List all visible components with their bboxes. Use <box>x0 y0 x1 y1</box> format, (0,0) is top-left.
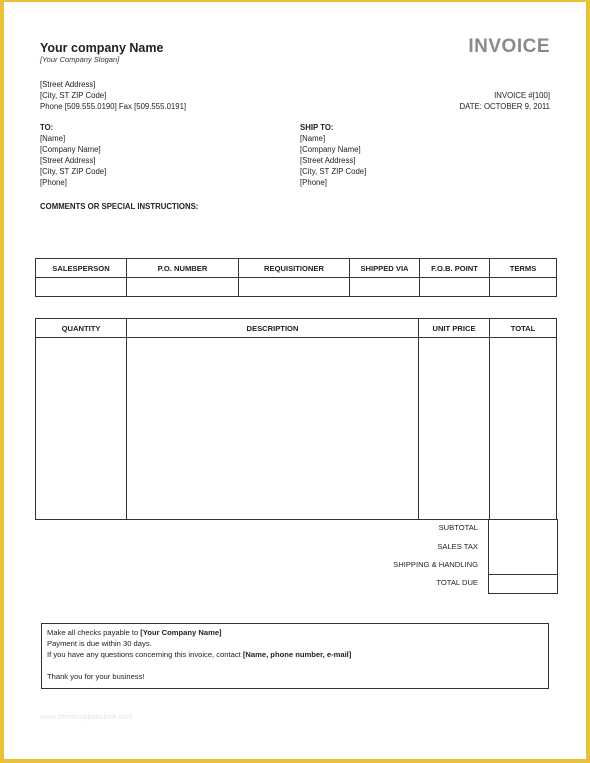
bill-to-line: [Name] <box>40 134 66 143</box>
watermark: www.freetemplatesfree.com <box>40 712 133 721</box>
company-city: [City, ST ZIP Code] <box>40 91 107 100</box>
subtotal-label: SUBTOTAL <box>438 523 478 532</box>
questions-line <box>47 649 543 660</box>
quantity-column[interactable] <box>36 338 127 520</box>
ship-to-block <box>300 122 366 188</box>
bill-to-line: [Street Address] <box>40 156 96 165</box>
ship-to-line: [Company Name] <box>300 145 361 154</box>
order-info-row <box>36 278 557 297</box>
unit-price-column[interactable] <box>419 338 490 520</box>
invoice-date: DATE: OCTOBER 9, 2011 <box>459 102 550 111</box>
shipped-via-cell[interactable] <box>350 278 420 297</box>
fob-point-cell[interactable] <box>420 278 490 297</box>
ship-to-line: [Street Address] <box>300 156 356 165</box>
company-phone-fax: Phone [509.555.0190] Fax [509.555.0191] <box>40 102 187 111</box>
bill-to-label: TO: <box>40 123 54 132</box>
checks-payable-text: Make all checks payable to <box>47 628 141 637</box>
requisitioner-header: REQUISITIONER <box>239 259 350 278</box>
order-info-header-row <box>36 259 557 278</box>
total-due-label: TOTAL DUE <box>436 578 478 587</box>
requisitioner-cell[interactable] <box>239 278 350 297</box>
company-address <box>40 79 186 112</box>
footer-notes <box>41 623 549 689</box>
company-slogan: [Your Company Slogan] <box>40 55 120 64</box>
thank-you: Thank you for your business! <box>47 672 145 681</box>
comments-label: COMMENTS OR SPECIAL INSTRUCTIONS: <box>40 202 199 211</box>
ship-to-label: SHIP TO: <box>300 123 334 132</box>
invoice-title: INVOICE <box>468 36 550 57</box>
questions-contact: [Name, phone number, e-mail] <box>242 650 352 659</box>
terms-header: TERMS <box>490 259 557 278</box>
ship-to-line: [City, ST ZIP Code] <box>300 167 367 176</box>
checks-payable-company: [Your Company Name] <box>140 628 222 637</box>
footer-spacer <box>47 660 543 671</box>
company-name: Your company Name <box>40 41 164 55</box>
company-street: [Street Address] <box>40 80 96 89</box>
bill-to-line: [Phone] <box>40 178 67 187</box>
po-number-header: P.O. NUMBER <box>127 259 239 278</box>
order-info-table <box>35 258 557 297</box>
bill-to-block <box>40 122 106 188</box>
terms-cell[interactable] <box>490 278 557 297</box>
invoice-number: INVOICE #[100] <box>494 91 550 100</box>
questions-text: If you have any questions concerning this invoice, contact <box>47 650 243 659</box>
total-header: TOTAL <box>490 319 557 338</box>
shipped-via-header: SHIPPED VIA <box>350 259 420 278</box>
line-items-header-row <box>36 319 557 338</box>
total-column[interactable] <box>490 338 557 520</box>
total-due-value[interactable] <box>488 574 558 594</box>
totals-value-column[interactable] <box>488 519 558 574</box>
shipping-label: SHIPPING & HANDLING <box>393 560 478 569</box>
bill-to-line: [City, ST ZIP Code] <box>40 167 107 176</box>
description-header: DESCRIPTION <box>127 319 419 338</box>
payment-terms: Payment is due within 30 days. <box>47 639 152 648</box>
ship-to-line: [Phone] <box>300 178 327 187</box>
quantity-header: QUANTITY <box>36 319 127 338</box>
ship-to-line: [Name] <box>300 134 326 143</box>
salesperson-cell[interactable] <box>36 278 127 297</box>
salesperson-header: SALESPERSON <box>36 259 127 278</box>
fob-point-header: F.O.B. POINT <box>420 259 490 278</box>
line-items-table <box>35 318 557 520</box>
checks-payable-line <box>47 627 543 638</box>
sales-tax-label: SALES TAX <box>437 542 478 551</box>
invoice-meta <box>459 90 550 112</box>
bill-to-line: [Company Name] <box>40 145 101 154</box>
unit-price-header: UNIT PRICE <box>419 319 490 338</box>
description-column[interactable] <box>127 338 419 520</box>
po-number-cell[interactable] <box>127 278 239 297</box>
invoice-page <box>4 2 586 759</box>
line-items-body-row <box>36 338 557 520</box>
